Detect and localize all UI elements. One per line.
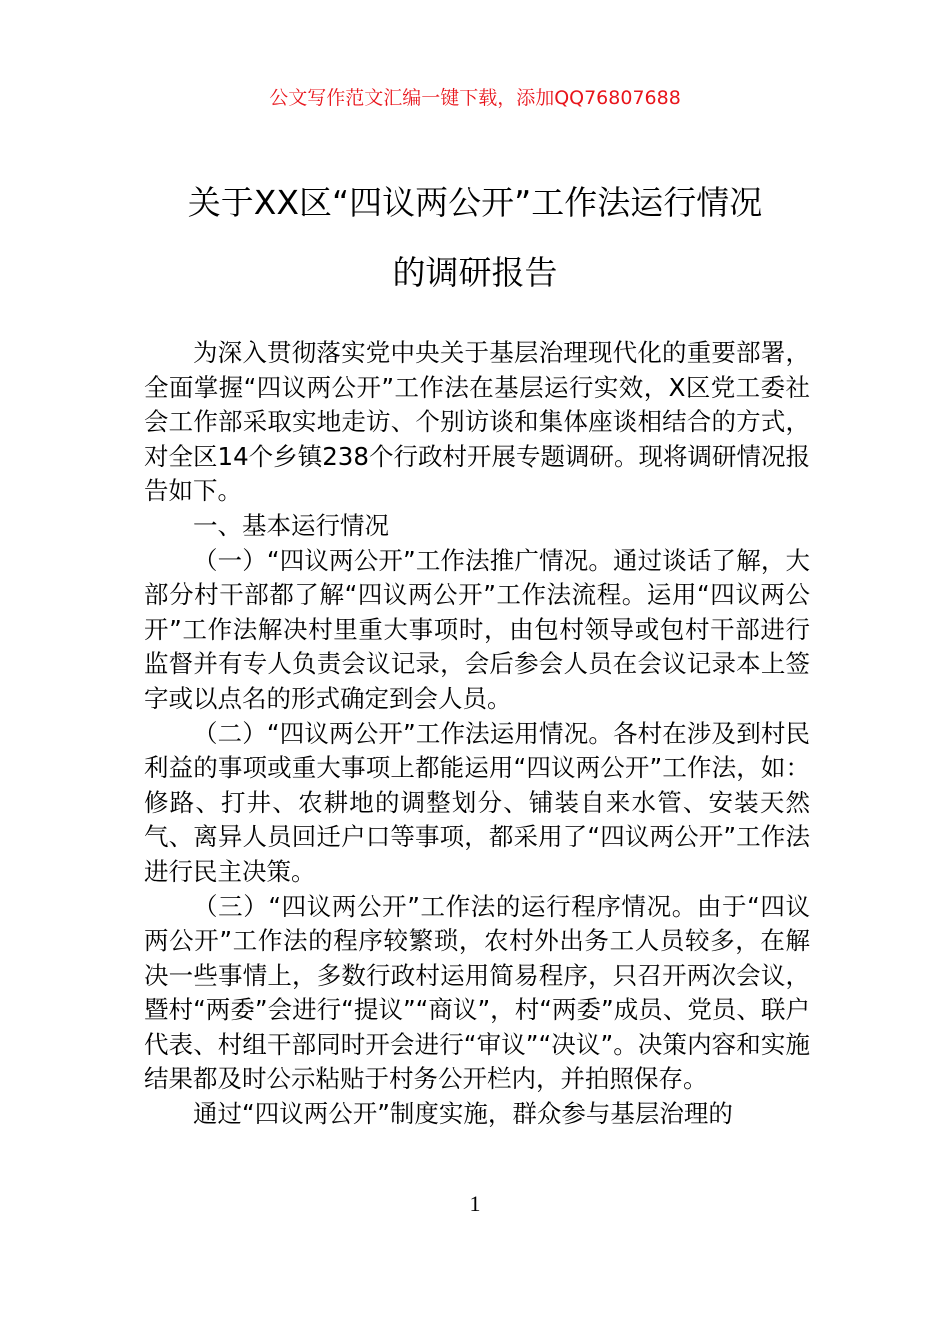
document-body <box>144 336 810 1132</box>
document-title <box>0 168 950 308</box>
subsection-paragraph-2: （二）“四议两公开”工作法运用情况。各村在涉及到村民利益的事项或重大事项上都能运用“四议两公开”工作法，如：修路、打井、农耕地的调整划分、铺装自来水管、安装天然气、离异人员回迁户口等事项，都采用了“四议两公开”工作法进行民主决策。 <box>144 718 810 886</box>
section-heading: 一、基本运行情况 <box>193 510 389 540</box>
download-banner: 公文写作范文汇编一键下载，添加QQ76807688 <box>269 87 681 109</box>
subsection-paragraph-3: （三）“四议两公开”工作法的运行程序情况。由于“四议两公开”工作法的程序较繁琐，农村外出务工人员较多，在解决一些事情上，多数行政村运用简易程序，只召开两次会议，暨村“两委”会进行“提议”“商议”，村“两委”成员、党员、联户代表、村组干部同时开会进行“审议”“决议”。决策内容和实施结果都及时公示粘贴于村务公开栏内，并拍照保存。 <box>144 891 810 1094</box>
summary-paragraph: 通过“四议两公开”制度实施，群众参与基层治理的 <box>193 1099 733 1129</box>
page-number: 1 <box>469 1191 481 1216</box>
subsection-paragraph-1: （一）“四议两公开”工作法推广情况。通过谈话了解，大部分村干部都了解“四议两公开”工作法流程。运用“四议两公开”工作法解决村里重大事项时，由包村领导或包村干部进行监督并有专人负责会议记录，会后参会人员在会议记录本上签字或以点名的形式确定到会人员。 <box>144 545 810 713</box>
intro-paragraph: 为深入贯彻落实党中央关于基层治理现代化的重要部署，全面掌握“四议两公开”工作法在基层运行实效，X区党工委社会工作部采取实地走访、个别访谈和集体座谈相结合的方式，对全区14个乡镇238个行政村开展专题调研。现将调研情况报告如下。 <box>144 338 810 506</box>
title-line-2: 的调研报告 <box>392 253 558 292</box>
title-line-1: 关于XX区“四议两公开”工作法运行情况 <box>187 183 763 222</box>
